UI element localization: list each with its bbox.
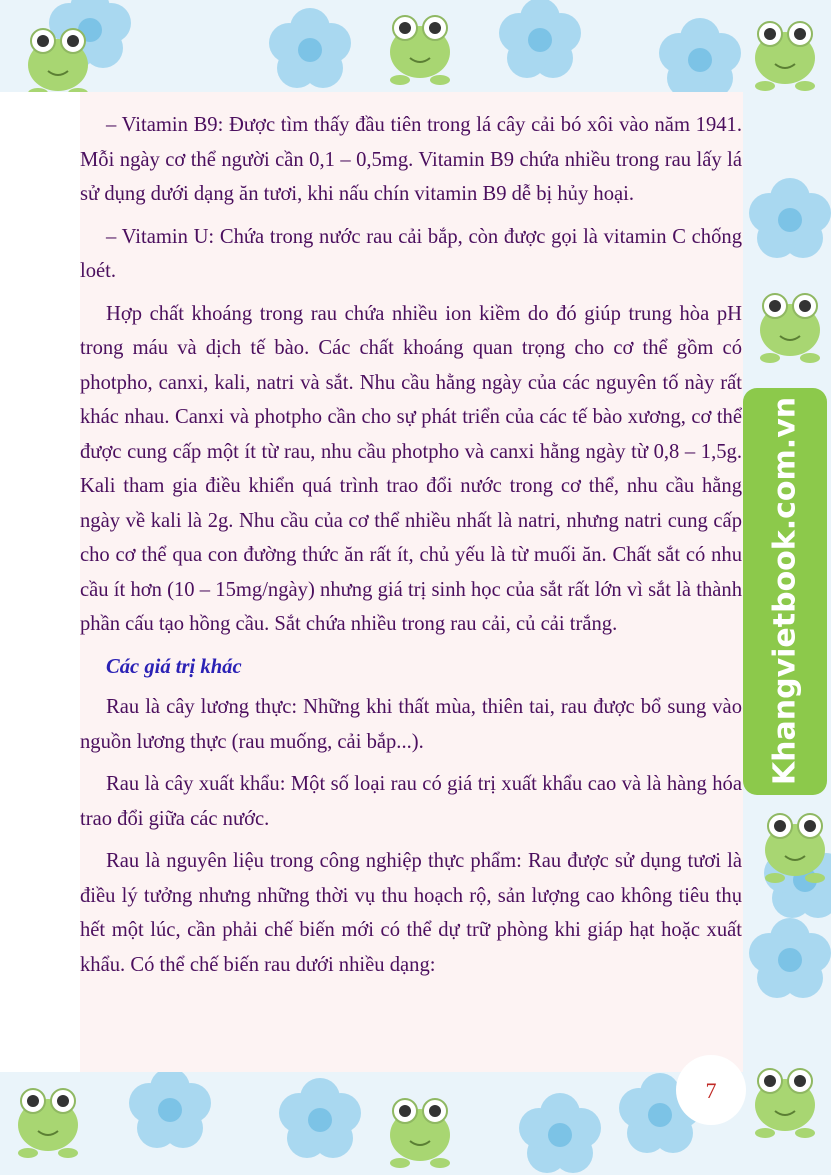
body-text	[80, 108, 742, 990]
section-heading: Các giá trị khác	[106, 655, 242, 678]
flower-decoration	[49, 0, 131, 68]
page-number: 7	[705, 1078, 717, 1103]
side-tab-label: Khangvietbook.com.vn	[767, 396, 803, 786]
frog-decoration	[755, 1069, 815, 1138]
paragraph: Hợp chất khoáng trong rau chứa nhiều ion kiềm do đó giúp trung hòa pH trong máu và dịch tế bào. Các chất khoáng quan trọng cho cơ thể gồm có photpho, canxi, kali, natri và sắt. Nhu cầu hằng ngày của các nguyên tố này rất khác nhau. Canxi và photpho cần cho sự phát triển của các tế bào xương, cơ thể được cung cấp một ít từ rau, nhu cầu photpho và canxi hằng ngày từ 0,8 – 1,5g. Kali tham gia điều khiển quá trình trao đổi nước trong cơ thể, nhu cầu hằng ngày về kali là 2g. Nhu cầu của cơ thể nhiều nhất là natri, nhưng natri cung cấp cho cơ thể qua con đường thức ăn rất ít, chủ yếu là từ muối ăn. Chất sắt có nhu cầu ít hơn (10 – 15mg/ngày) nhưng giá trị sinh học của sắt rất lớn vì sắt là thành phần cấu tạo hồng cầu. Sắt chứa nhiều trong rau cải, củ cải trắng.	[80, 302, 742, 635]
flower-decoration	[764, 838, 831, 918]
frog-decoration	[28, 29, 88, 98]
flower-decoration	[659, 18, 741, 98]
flower-decoration	[749, 178, 831, 258]
frog-decoration	[390, 16, 450, 85]
frog-decoration	[755, 22, 815, 91]
flower-decoration	[519, 1093, 601, 1173]
flower-decoration	[279, 1078, 361, 1158]
flower-decoration	[749, 918, 831, 998]
flower-decoration	[129, 1068, 211, 1148]
paragraph: – Vitamin B9: Được tìm thấy đầu tiên trong lá cây cải bó xôi vào năm 1941. Mỗi ngày cơ thể người cần 0,1 – 0,5mg. Vitamin B9 chứa nhiều trong rau lấy lá sử dụng dưới dạng ăn tươi, khi nấu chín vitamin B9 dễ bị hủy hoại.	[80, 114, 742, 205]
frog-decoration	[18, 1089, 78, 1158]
paragraph: Rau là nguyên liệu trong công nghiệp thực phẩm: Rau được sử dụng tươi là điều lý tưởng nhưng những thời vụ thu hoạch rộ, sản lượng cao không tiêu thụ hết một lúc, cần phải chế biến mới có thể dự trữ phòng khi giáp hạt hoặc xuất khẩu. Có thể chế biến rau dưới nhiều dạng:	[80, 850, 742, 976]
frog-decoration	[390, 1099, 450, 1168]
paragraph: Rau là cây lương thực: Những khi thất mùa, thiên tai, rau được bổ sung vào nguồn lương thực (rau muống, cải bắp...).	[80, 696, 742, 753]
flower-decoration	[269, 8, 351, 88]
frog-decoration	[765, 814, 825, 883]
paragraph: Rau là cây xuất khẩu: Một số loại rau có giá trị xuất khẩu cao và là hàng hóa trao đổi giữa các nước.	[80, 773, 742, 830]
paragraph: – Vitamin U: Chứa trong nước rau cải bắp, còn được gọi là vitamin C chống loét.	[80, 225, 742, 282]
flower-decoration	[499, 0, 581, 78]
frog-decoration	[760, 294, 820, 363]
